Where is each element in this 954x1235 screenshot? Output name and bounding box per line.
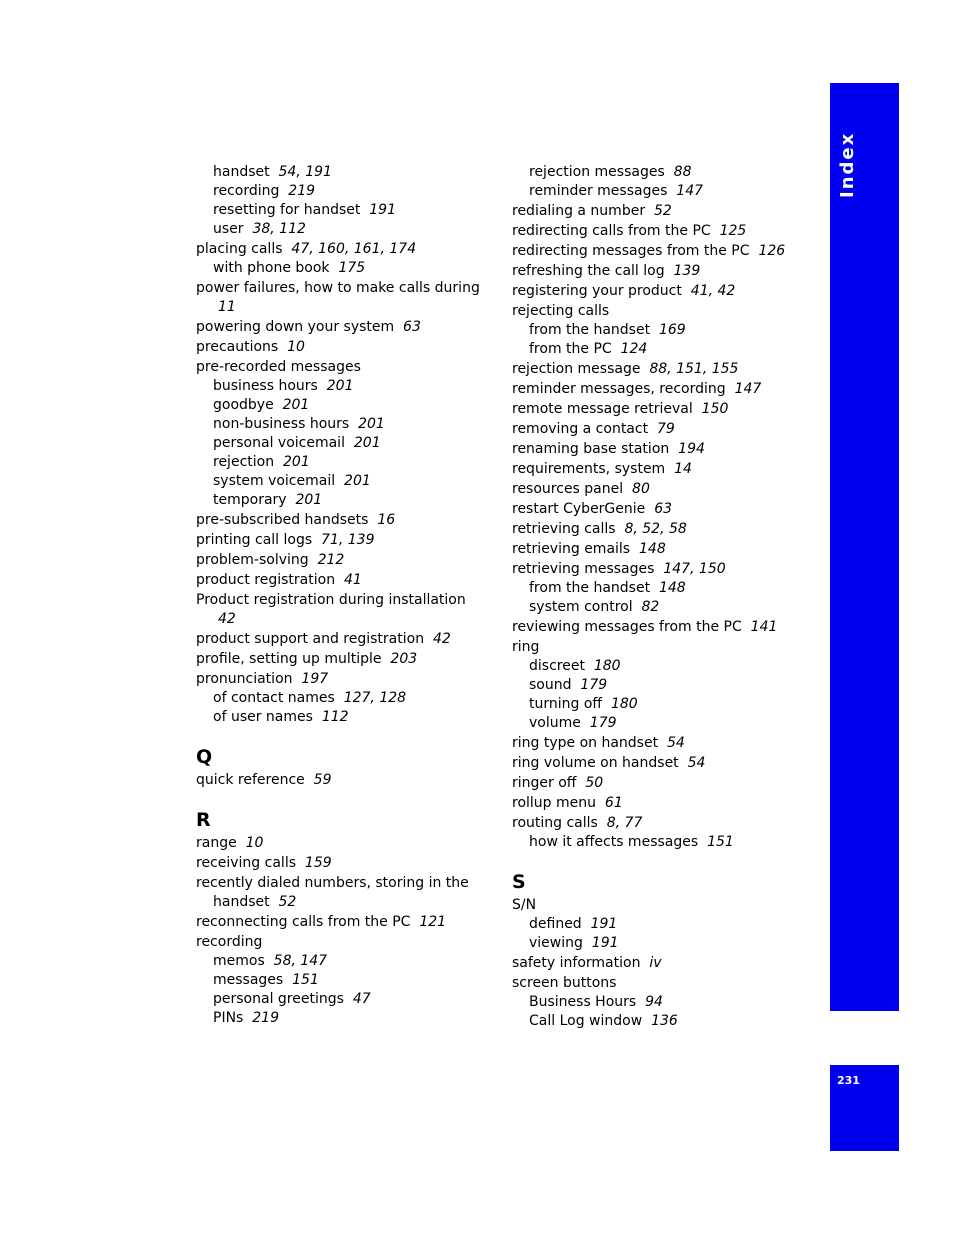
index-subentry	[512, 934, 812, 953]
entry-page-refs: 191	[591, 935, 619, 951]
entry-term: from the handset	[529, 322, 651, 338]
entry-page-refs: 126	[758, 243, 786, 259]
index-entry	[196, 318, 492, 337]
index-subentry	[196, 220, 492, 239]
entry-term: memos	[213, 953, 265, 969]
entry-page-refs: 54	[687, 755, 706, 771]
entry-term: reviewing messages from the PC	[512, 619, 742, 635]
index-entry	[196, 933, 492, 952]
index-subentry	[512, 915, 812, 934]
entry-page-refs: 180	[610, 696, 638, 712]
index-subentry	[196, 472, 492, 491]
index-subentry	[196, 453, 492, 472]
entry-page-refs: 71, 139	[321, 532, 375, 548]
entry-term: restart CyberGenie	[512, 501, 646, 517]
index-subentry	[196, 163, 492, 182]
entry-page-refs: 203	[390, 651, 418, 667]
entry-term: redialing a number	[512, 203, 646, 219]
entry-term: sound	[529, 677, 572, 693]
index-entry	[196, 511, 492, 530]
entry-term: PINs	[213, 1010, 244, 1026]
entry-page-refs: 201	[358, 416, 385, 432]
entry-page-refs: iv	[649, 955, 662, 971]
index-entry	[512, 400, 812, 419]
entry-page-refs: 169	[658, 322, 686, 338]
entry-term: rejecting calls	[512, 303, 610, 319]
entry-term: Call Log window	[529, 1013, 643, 1029]
entry-page-refs: 151	[292, 972, 319, 988]
page-number: 231	[837, 1074, 860, 1087]
entry-page-refs: 41	[343, 572, 362, 588]
entry-term: registering your product	[512, 283, 682, 299]
entry-term: of user names	[213, 709, 313, 725]
entry-term: renaming base station	[512, 441, 670, 457]
index-subentry	[512, 833, 812, 852]
entry-page-refs: 194	[678, 441, 705, 457]
index-entry	[196, 650, 492, 669]
index-subentry	[196, 201, 492, 220]
entry-page-refs: 16	[377, 512, 396, 528]
entry-term: defined	[529, 916, 582, 932]
entry-term: Product registration during installation	[196, 592, 466, 608]
entry-term: with phone book	[213, 260, 330, 276]
entry-page-refs: 201	[353, 435, 381, 451]
entry-page-refs: 80	[632, 481, 650, 497]
index-entry	[512, 420, 812, 439]
index-subentry	[196, 708, 492, 727]
entry-page-refs: 201	[283, 454, 310, 470]
entry-page-refs: 147, 150	[663, 561, 726, 577]
entry-term: recently dialed numbers, storing in the	[196, 875, 469, 891]
entry-page-refs: 191	[369, 202, 396, 218]
entry-term: ring volume on handset	[512, 755, 679, 771]
index-entry	[512, 302, 812, 321]
entry-page-refs: 191	[590, 916, 618, 932]
index-subentry	[196, 415, 492, 434]
index-entry	[196, 591, 492, 629]
index-entry	[512, 794, 812, 813]
entry-term: system control	[529, 599, 633, 615]
index-entry	[512, 774, 812, 793]
index-entry	[512, 814, 812, 833]
entry-page-refs: 121	[419, 914, 447, 930]
entry-term: viewing	[529, 935, 583, 951]
entry-page-refs: 201	[295, 492, 323, 508]
entry-page-refs: 88	[673, 164, 692, 180]
index-entry	[512, 560, 812, 579]
entry-term: personal greetings	[213, 991, 344, 1007]
index-entry	[512, 262, 812, 281]
entry-term: printing call logs	[196, 532, 313, 548]
entry-term: reminder messages	[529, 183, 668, 199]
continuation-text: 11	[218, 299, 236, 315]
entry-page-refs: 147	[734, 381, 762, 397]
entry-term: remote message retrieval	[512, 401, 693, 417]
entry-page-refs: 8, 77	[606, 815, 643, 831]
entry-term: rejection message	[512, 361, 641, 377]
entry-term: resources panel	[512, 481, 624, 497]
entry-term: messages	[213, 972, 284, 988]
entry-page-refs: 8, 52, 58	[624, 521, 687, 537]
index-subentry	[196, 971, 492, 990]
index-entry	[196, 771, 492, 790]
entry-page-refs: 212	[317, 552, 345, 568]
entry-page-refs: 148	[639, 541, 666, 557]
entry-term: rejection messages	[529, 164, 665, 180]
index-subentry	[512, 1012, 812, 1031]
entry-term: how it affects messages	[529, 834, 699, 850]
entry-continuation	[196, 298, 492, 317]
entry-term: range	[196, 835, 237, 851]
entry-page-refs: 88, 151, 155	[649, 361, 739, 377]
entry-page-refs: 150	[701, 401, 729, 417]
entry-term: placing calls	[196, 241, 283, 257]
index-entry	[196, 531, 492, 550]
index-subentry	[512, 579, 812, 598]
index-subentry	[196, 1009, 492, 1028]
entry-term: ring type on handset	[512, 735, 659, 751]
index-entry	[512, 734, 812, 753]
entry-term: reconnecting calls from the PC	[196, 914, 411, 930]
entry-term: screen buttons	[512, 975, 617, 991]
index-subentry	[196, 182, 492, 201]
entry-page-refs: 82	[641, 599, 660, 615]
index-entry	[512, 360, 812, 379]
index-letter-heading: Q	[196, 746, 213, 768]
entry-page-refs: 219	[252, 1010, 279, 1026]
entry-term: redirecting messages from the PC	[512, 243, 750, 259]
entry-term: recording	[213, 183, 280, 199]
index-letter-heading: R	[196, 809, 211, 831]
entry-term: from the PC	[529, 341, 612, 357]
continuation-text: 42	[218, 611, 236, 627]
entry-term: reminder messages, recording	[512, 381, 726, 397]
index-entry	[512, 540, 812, 559]
entry-term: pre-recorded messages	[196, 359, 361, 375]
index-entry	[196, 874, 492, 912]
index-entry	[512, 618, 812, 637]
entry-page-refs: 10	[245, 835, 264, 851]
index-entry	[512, 282, 812, 301]
index-subentry	[512, 163, 812, 182]
index-subentry	[196, 396, 492, 415]
entry-term: non-business hours	[213, 416, 350, 432]
entry-page-refs: 112	[321, 709, 349, 725]
entry-term: rollup menu	[512, 795, 596, 811]
entry-term: redirecting calls from the PC	[512, 223, 711, 239]
entry-page-refs: 175	[338, 260, 366, 276]
index-entry	[196, 279, 492, 317]
entry-page-refs: 47, 160, 161, 174	[291, 241, 417, 257]
entry-page-refs: 159	[304, 855, 332, 871]
entry-page-refs: 54, 191	[278, 164, 332, 180]
entry-term: removing a contact	[512, 421, 649, 437]
entry-term: discreet	[529, 658, 585, 674]
index-subentry	[512, 993, 812, 1012]
entry-continuation	[196, 610, 492, 629]
entry-page-refs: 41, 42	[690, 283, 736, 299]
entry-term: turning off	[529, 696, 603, 712]
entry-term: safety information	[512, 955, 641, 971]
entry-page-refs: 47	[352, 991, 371, 1007]
entry-term: system voicemail	[213, 473, 336, 489]
entry-page-refs: 147	[676, 183, 704, 199]
index-subentry	[512, 676, 812, 695]
entry-term: of contact names	[213, 690, 335, 706]
entry-term: retrieving emails	[512, 541, 631, 557]
entry-page-refs: 10	[287, 339, 305, 355]
index-entry	[512, 974, 812, 993]
entry-term: pronunciation	[196, 671, 293, 687]
index-entry	[512, 954, 812, 973]
index-subentry	[196, 259, 492, 278]
entry-term: power failures, how to make calls during	[196, 280, 480, 296]
entry-term: temporary	[213, 492, 287, 508]
page-number-box	[830, 1065, 899, 1151]
index-subentry	[196, 491, 492, 510]
entry-page-refs: 151	[707, 834, 734, 850]
index-entry	[512, 222, 812, 241]
index-entry	[512, 460, 812, 479]
entry-term: retrieving messages	[512, 561, 655, 577]
entry-page-refs: 58, 147	[273, 953, 328, 969]
entry-term: volume	[529, 715, 581, 731]
entry-page-refs: 38, 112	[252, 221, 306, 237]
index-subentry	[512, 598, 812, 617]
index-entry	[196, 834, 492, 853]
index-entry	[196, 551, 492, 570]
index-subentry	[512, 714, 812, 733]
index-entry	[512, 440, 812, 459]
entry-page-refs: 201	[282, 397, 310, 413]
entry-page-refs: 94	[645, 994, 663, 1010]
index-subentry	[512, 695, 812, 714]
entry-page-refs: 59	[313, 772, 332, 788]
entry-term: refreshing the call log	[512, 263, 665, 279]
entry-term: S/N	[512, 897, 537, 913]
entry-page-refs: 148	[658, 580, 686, 596]
entry-page-refs: 52	[278, 894, 297, 910]
index-entry	[512, 896, 812, 915]
index-tab-label: Index	[837, 131, 858, 198]
index-entry	[196, 571, 492, 590]
entry-term: product registration	[196, 572, 336, 588]
entry-page-refs: 42	[432, 631, 451, 647]
index-subentry	[512, 340, 812, 359]
entry-page-refs: 52	[653, 203, 672, 219]
entry-term: product support and registration	[196, 631, 425, 647]
entry-page-refs: 141	[750, 619, 778, 635]
entry-term: handset	[213, 164, 270, 180]
index-subentry	[196, 689, 492, 708]
entry-term: requirements, system	[512, 461, 666, 477]
entry-term: from the handset	[529, 580, 651, 596]
index-entry	[196, 913, 492, 932]
entry-term: ringer off	[512, 775, 577, 791]
entry-page-refs: 197	[301, 671, 329, 687]
entry-term: retrieving calls	[512, 521, 616, 537]
entry-page-refs: 50	[585, 775, 604, 791]
index-subentry	[196, 952, 492, 971]
entry-term: recording	[196, 934, 263, 950]
index-column-right	[512, 163, 812, 1031]
entry-term: powering down your system	[196, 319, 395, 335]
entry-term: rejection	[213, 454, 275, 470]
entry-term: goodbye	[213, 397, 274, 413]
index-subentry	[196, 377, 492, 396]
entry-term: ring	[512, 639, 540, 655]
index-entry	[512, 500, 812, 519]
entry-page-refs: 180	[593, 658, 621, 674]
entry-term: precautions	[196, 339, 279, 355]
entry-term: personal voicemail	[213, 435, 345, 451]
index-subentry	[512, 182, 812, 201]
index-entry	[196, 240, 492, 259]
entry-term: receiving calls	[196, 855, 296, 871]
entry-term: Business Hours	[529, 994, 637, 1010]
entry-page-refs: 201	[344, 473, 371, 489]
entry-term: quick reference	[196, 772, 305, 788]
index-entry	[512, 380, 812, 399]
index-subentry	[196, 990, 492, 1009]
entry-page-refs: 125	[719, 223, 747, 239]
index-entry	[196, 670, 492, 689]
index-entry	[512, 480, 812, 499]
index-entry	[196, 630, 492, 649]
index-subentry	[512, 321, 812, 340]
entry-page-refs: 63	[654, 501, 673, 517]
index-entry	[512, 754, 812, 773]
index-subentry	[196, 434, 492, 453]
entry-term: profile, setting up multiple	[196, 651, 382, 667]
index-entry	[196, 358, 492, 377]
entry-term: resetting for handset	[213, 202, 361, 218]
index-entry	[512, 202, 812, 221]
entry-page-refs: 179	[580, 677, 608, 693]
entry-page-refs: 63	[403, 319, 421, 335]
index-column-left	[196, 163, 492, 1028]
entry-term: pre-subscribed handsets	[196, 512, 369, 528]
entry-page-refs: 124	[620, 341, 648, 357]
entry-page-refs: 219	[288, 183, 316, 199]
index-entry	[196, 338, 492, 357]
entry-page-refs: 136	[651, 1013, 678, 1029]
index-entry	[512, 242, 812, 261]
entry-page-refs: 61	[604, 795, 623, 811]
entry-page-refs: 14	[674, 461, 692, 477]
entry-page-refs: 201	[326, 378, 354, 394]
entry-page-refs: 54	[666, 735, 685, 751]
continuation-text: handset	[213, 894, 270, 910]
entry-page-refs: 127, 128	[343, 690, 407, 706]
entry-page-refs: 179	[589, 715, 617, 731]
entry-page-refs: 139	[673, 263, 701, 279]
index-entry	[196, 854, 492, 873]
index-entry	[512, 520, 812, 539]
entry-continuation	[196, 893, 492, 912]
entry-term: routing calls	[512, 815, 598, 831]
index-letter-heading: S	[512, 871, 526, 893]
index-tab-bar	[830, 83, 899, 1011]
index-entry	[512, 638, 812, 657]
index-subentry	[512, 657, 812, 676]
entry-term: business hours	[213, 378, 318, 394]
entry-term: problem-solving	[196, 552, 309, 568]
entry-page-refs: 79	[656, 421, 675, 437]
entry-term: user	[213, 221, 244, 237]
